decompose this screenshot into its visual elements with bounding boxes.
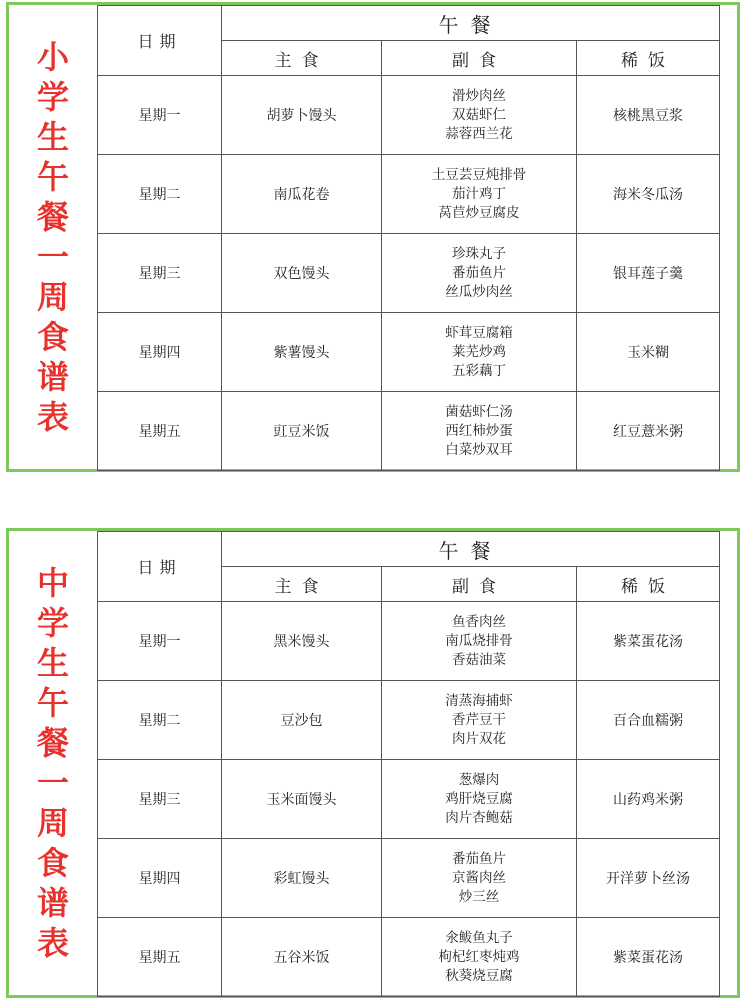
title-char: 谱 (36, 358, 69, 396)
porridge-cell: 银耳莲子羹 (577, 234, 720, 313)
dish-item: 番茄鱼片 (452, 264, 506, 281)
main-food-cell: 彩虹馒头 (222, 839, 382, 918)
dish-item: 肉片杏鲍菇 (445, 809, 513, 826)
title-char: 表 (36, 924, 69, 962)
title-char: 餐 (36, 724, 69, 762)
dish-item: 鸡肝烧豆腐 (445, 790, 513, 807)
table-row (98, 681, 720, 760)
title-char: 学 (36, 604, 69, 642)
table-row (98, 918, 720, 997)
main-food-cell: 玉米面馒头 (222, 760, 382, 839)
porridge-cell: 紫菜蛋花汤 (577, 602, 720, 681)
main-food-cell: 五谷米饭 (222, 918, 382, 997)
title-char: 食 (36, 844, 69, 882)
title-char: 周 (36, 278, 69, 316)
side-dish-cell (382, 839, 577, 918)
day-cell: 星期一 (98, 76, 222, 155)
day-cell: 星期二 (98, 681, 222, 760)
header-date: 日期 (98, 6, 222, 76)
secondary-school-menu-card (6, 528, 740, 998)
title-char: 午 (36, 158, 69, 196)
primary-school-menu-card (6, 2, 740, 472)
porridge-cell: 红豆薏米粥 (577, 392, 720, 471)
dish-item: 莴苣炒豆腐皮 (438, 204, 520, 221)
porridge-cell: 海米冬瓜汤 (577, 155, 720, 234)
day-cell: 星期三 (98, 760, 222, 839)
main-food-cell: 胡萝卜馒头 (222, 76, 382, 155)
side-dish-cell (382, 918, 577, 997)
main-food-cell: 黑米馒头 (222, 602, 382, 681)
header-date: 日期 (98, 532, 222, 602)
dish-item: 丝瓜炒肉丝 (445, 283, 513, 300)
primary-menu-title (9, 5, 97, 469)
main-food-cell: 南瓜花卷 (222, 155, 382, 234)
title-char: 学 (36, 78, 69, 116)
secondary-menu-table (97, 531, 720, 997)
dish-item: 西红柿炒蛋 (445, 422, 513, 439)
title-char: 一 (36, 764, 69, 802)
side-dish-cell (382, 313, 577, 392)
title-char: 午 (36, 684, 69, 722)
dish-item: 炒三丝 (458, 888, 500, 905)
side-dish-cell (382, 602, 577, 681)
title-char: 表 (36, 398, 69, 436)
porridge-cell: 百合血糯粥 (577, 681, 720, 760)
side-dish-cell (382, 681, 577, 760)
table-row (98, 313, 720, 392)
header-side-dish: 副食 (382, 41, 577, 76)
table-row (98, 760, 720, 839)
title-char: 生 (36, 118, 69, 156)
title-char: 小 (36, 38, 69, 76)
dish-item: 珍珠丸子 (452, 245, 506, 262)
dish-item: 南瓜烧排骨 (445, 632, 513, 649)
side-dish-cell (382, 234, 577, 313)
dish-item: 白菜炒双耳 (445, 441, 513, 458)
header-main-food: 主食 (222, 41, 382, 76)
dish-item: 莱芜炒鸡 (452, 343, 506, 360)
day-cell: 星期五 (98, 392, 222, 471)
main-food-cell: 紫薯馒头 (222, 313, 382, 392)
dish-item: 枸杞红枣炖鸡 (438, 948, 520, 965)
title-char: 食 (36, 318, 69, 356)
header-side-dish: 副食 (382, 567, 577, 602)
day-cell: 星期一 (98, 602, 222, 681)
dish-item: 双菇虾仁 (452, 106, 506, 123)
header-porridge: 稀饭 (577, 567, 720, 602)
main-food-cell: 豇豆米饭 (222, 392, 382, 471)
porridge-cell: 开洋萝卜丝汤 (577, 839, 720, 918)
side-dish-cell (382, 392, 577, 471)
title-char: 一 (36, 238, 69, 276)
dish-item: 秋葵烧豆腐 (445, 967, 513, 984)
dish-item: 菌菇虾仁汤 (445, 403, 513, 420)
dish-item: 香菇油菜 (452, 651, 506, 668)
day-cell: 星期四 (98, 839, 222, 918)
day-cell: 星期五 (98, 918, 222, 997)
dish-item: 土豆芸豆炖排骨 (431, 166, 527, 183)
dish-item: 氽鲅鱼丸子 (445, 929, 513, 946)
porridge-cell: 核桃黑豆浆 (577, 76, 720, 155)
title-char: 中 (36, 564, 69, 602)
dish-item: 滑炒肉丝 (452, 87, 506, 104)
table-row (98, 234, 720, 313)
day-cell: 星期三 (98, 234, 222, 313)
day-cell: 星期二 (98, 155, 222, 234)
day-cell: 星期四 (98, 313, 222, 392)
dish-item: 肉片双花 (452, 730, 506, 747)
dish-item: 葱爆肉 (458, 771, 500, 788)
side-dish-cell (382, 760, 577, 839)
table-row (98, 155, 720, 234)
table-row (98, 839, 720, 918)
side-dish-cell (382, 76, 577, 155)
primary-menu-table (97, 5, 720, 471)
dish-item: 虾茸豆腐箱 (445, 324, 513, 341)
header-main-food: 主食 (222, 567, 382, 602)
dish-item: 蒜蓉西兰花 (445, 125, 513, 142)
header-lunch: 午餐 (222, 532, 720, 567)
header-porridge: 稀饭 (577, 41, 720, 76)
secondary-menu-title (9, 531, 97, 995)
dish-item: 香芹豆干 (452, 711, 506, 728)
title-char: 谱 (36, 884, 69, 922)
side-dish-cell (382, 155, 577, 234)
header-lunch: 午餐 (222, 6, 720, 41)
table-row (98, 76, 720, 155)
title-char: 生 (36, 644, 69, 682)
dish-item: 五彩藕丁 (452, 362, 506, 379)
title-char: 餐 (36, 198, 69, 236)
main-food-cell: 豆沙包 (222, 681, 382, 760)
porridge-cell: 玉米糊 (577, 313, 720, 392)
dish-item: 鱼香肉丝 (452, 613, 506, 630)
porridge-cell: 紫菜蛋花汤 (577, 918, 720, 997)
dish-item: 茄汁鸡丁 (452, 185, 506, 202)
dish-item: 京酱肉丝 (452, 869, 506, 886)
porridge-cell: 山药鸡米粥 (577, 760, 720, 839)
table-row (98, 392, 720, 471)
table-row (98, 602, 720, 681)
dish-item: 番茄鱼片 (452, 850, 506, 867)
dish-item: 清蒸海捕虾 (445, 692, 513, 709)
title-char: 周 (36, 804, 69, 842)
main-food-cell: 双色馒头 (222, 234, 382, 313)
